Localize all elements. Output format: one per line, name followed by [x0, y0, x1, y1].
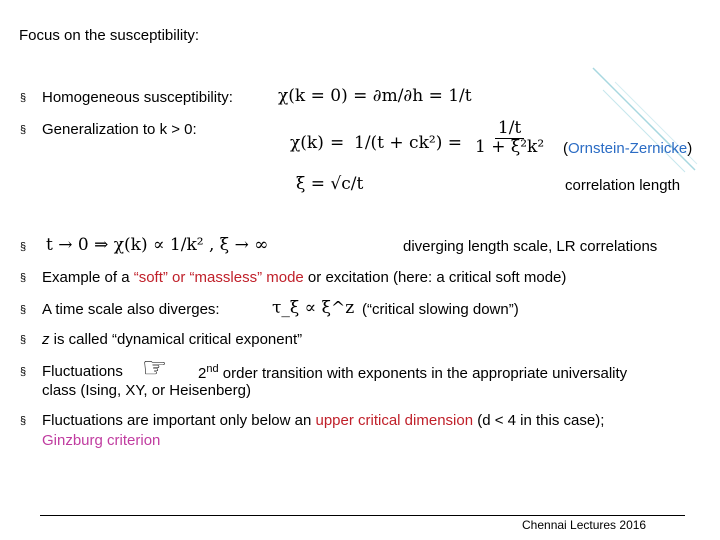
soft-mode-text — [42, 269, 566, 286]
oz-fraction — [472, 120, 547, 157]
order-number: 2 — [198, 365, 207, 382]
bullet-timescale: § — [20, 304, 27, 316]
dynamical-text: is called “dynamical critical exponent” — [49, 331, 303, 348]
order-suffix: nd — [206, 363, 219, 375]
soft-massless-highlight: “soft” or “massless” mode — [133, 269, 304, 286]
xi-equation: ξ = √c/t — [296, 174, 364, 194]
soft-prefix: Example of a — [42, 269, 134, 286]
decorative-lines — [585, 60, 705, 180]
oz-close-paren: ) — [687, 140, 693, 157]
oz-fraction-numerator: 1/t — [495, 120, 524, 139]
bullet-homogeneous: § — [20, 92, 27, 104]
oz-name: Ornstein-Zernicke — [568, 140, 688, 157]
z-variable: z — [42, 331, 50, 348]
equals-sign: = — [330, 133, 345, 153]
bullet-generalization: § — [20, 124, 27, 136]
fluctuations-line1-rest: order transition with exponents in the appropriate universality — [218, 365, 628, 382]
soft-suffix: or excitation (here: a critical soft mode) — [303, 269, 567, 286]
slide-title: Focus on the susceptibility: — [19, 27, 200, 44]
chi-k-lhs: χ(k) — [290, 133, 324, 153]
timescale-equation: τ_ξ ∝ ξ^z — [272, 298, 355, 318]
homogeneous-equation: χ(k = 0) = ∂m/∂h = 1/t — [278, 86, 472, 106]
hand-pointing-icon: ☞ — [142, 352, 168, 383]
important-suffix: (d < 4 in this case); — [473, 412, 605, 429]
bullet-limit: § — [20, 241, 27, 253]
timescale-label: A time scale also diverges: — [42, 301, 220, 318]
decor-line-2 — [603, 90, 685, 172]
fluctuations-line2: class (Ising, XY, or Heisenberg) — [42, 382, 251, 399]
critical-slowing-caption: (“critical slowing down”) — [362, 301, 519, 318]
footer-text: Chennai Lectures 2016 — [522, 518, 647, 532]
generalization-label: Generalization to k > 0: — [42, 121, 197, 138]
ornstein-zernicke-expression: 1/(t + ck²) = — [354, 133, 462, 153]
fluctuations-line1 — [198, 363, 627, 382]
bullet-soft: § — [20, 272, 27, 284]
fluctuations-prefix: Fluctuations — [42, 363, 123, 380]
upper-critical-dimension: upper critical dimension — [315, 412, 474, 429]
dynamical-exponent-text — [42, 331, 302, 348]
bullet-dynamical: § — [20, 334, 27, 346]
important-prefix: Fluctuations are important only below an — [42, 412, 316, 429]
bullet-important: § — [20, 415, 27, 427]
limit-caption: diverging length scale, LR correlations — [403, 238, 658, 255]
homogeneous-label: Homogeneous susceptibility: — [42, 89, 233, 106]
oz-attribution — [563, 140, 692, 157]
oz-open-paren: ( — [563, 140, 568, 157]
ginzburg-criterion: Ginzburg criterion — [42, 432, 161, 449]
footer-rule — [40, 515, 685, 516]
correlation-length-caption: correlation length — [565, 177, 681, 194]
limit-equation: t → 0 ⇒ χ(k) ∝ 1/k² , ξ → ∞ — [46, 235, 269, 255]
upper-critical-text — [42, 412, 604, 429]
oz-fraction-denominator: 1 + ξ²k² — [475, 136, 545, 157]
bullet-fluctuations: § — [20, 366, 27, 378]
